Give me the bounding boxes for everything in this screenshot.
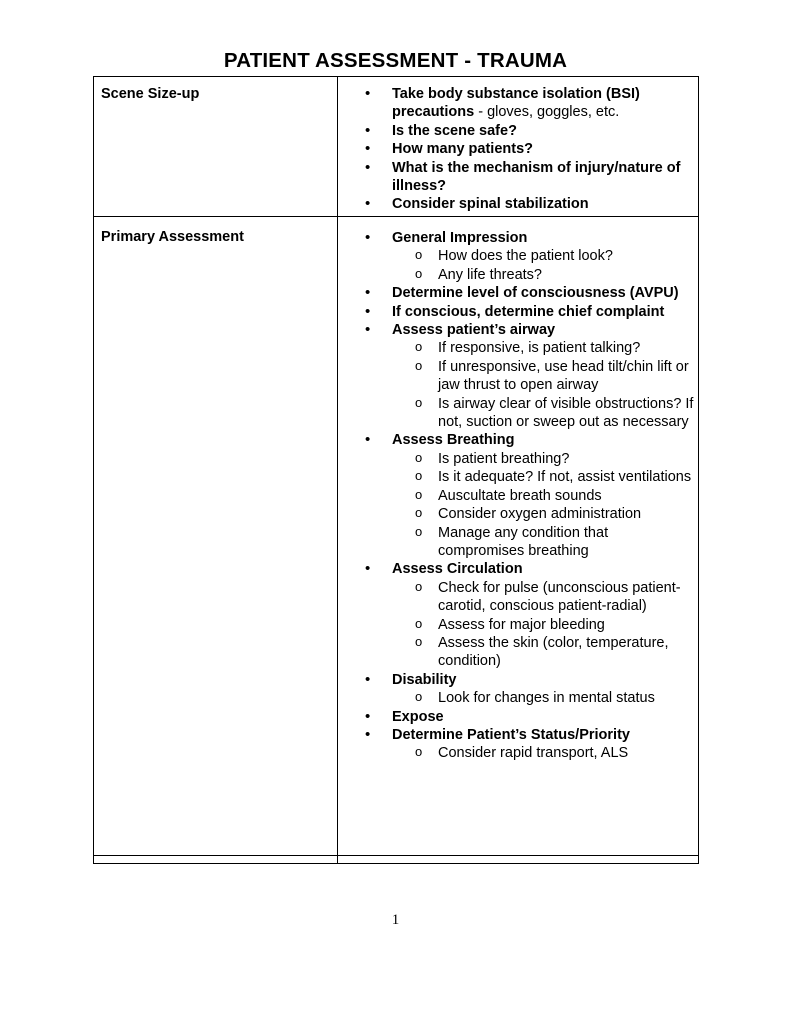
scene-size-up-list [364, 85, 694, 214]
bullet-item [364, 560, 694, 578]
bullet-heading: Take body substance isolation (BSI) precautions [392, 86, 640, 121]
bullet-item [364, 122, 694, 140]
bullet-item [364, 708, 694, 726]
bullet-text [392, 141, 533, 157]
sub-bullet-item: o Check for pulse (unconscious patient-carotid, conscious patient-radial) [364, 579, 694, 616]
bullet-heading: Disability [392, 671, 457, 688]
sub-bullet-item: o If responsive, is patient talking? [364, 339, 694, 357]
page-title: PATIENT ASSESSMENT - TRAUMA [223, 49, 568, 72]
bullet-item [364, 431, 694, 449]
sub-bullet-item: o Is it adequate? If not, assist ventilations [364, 468, 694, 486]
row-divider [93, 216, 699, 217]
bullet-item [364, 284, 694, 302]
bullet-heading: Determine level of consciousness (AVPU) [392, 285, 679, 302]
bullet-heading: Expose [392, 708, 444, 725]
bullet-item [364, 321, 694, 339]
bullet-heading: Assess Circulation [392, 561, 523, 578]
sub-bullet-item: o Look for changes in mental status [364, 689, 694, 707]
bullet-text [392, 727, 630, 743]
sub-bullet-item: o How does the patient look? [364, 247, 694, 265]
sub-bullet-item: o Any life threats? [364, 266, 694, 284]
bullet-list [364, 229, 694, 763]
bullet-text [392, 86, 640, 120]
bullet-item [364, 85, 694, 122]
bullet-heading: Assess Breathing [392, 432, 515, 449]
bullet-text [392, 123, 517, 139]
bullet-text [392, 230, 527, 246]
primary-assessment-label: Primary Assessment [101, 229, 244, 245]
sub-bullet-item: o Auscultate breath sounds [364, 487, 694, 505]
bullet-text [392, 304, 664, 320]
bullet-item [364, 140, 694, 158]
sub-bullet-item: o Is patient breathing? [364, 450, 694, 468]
bullet-suffix: - gloves, goggles, etc. [474, 104, 620, 121]
row-divider [93, 855, 699, 856]
bullet-heading: How many patients? [392, 141, 533, 158]
bullet-text [392, 709, 444, 725]
page-number: 1 [391, 912, 400, 928]
sub-bullet-item: o Is airway clear of visible obstructions? If not, suction or sweep out as necessary [364, 395, 694, 432]
scene-size-up-label: Scene Size-up [101, 86, 200, 102]
bullet-heading: If conscious, determine chief complaint [392, 303, 665, 320]
bullet-heading: What is the mechanism of injury/nature of illness? [392, 159, 681, 195]
bullet-text [392, 160, 680, 194]
primary-assessment-list [364, 229, 694, 763]
bullet-item [364, 303, 694, 321]
bullet-heading: Consider spinal stabilization [392, 196, 589, 213]
column-divider [337, 76, 338, 864]
bullet-text [392, 672, 456, 688]
bullet-heading: General Impression [392, 230, 528, 246]
bullet-item [364, 159, 694, 196]
sub-bullet-item: o Assess for major bleeding [364, 616, 694, 634]
bullet-list [364, 85, 694, 214]
bullet-item [364, 726, 694, 744]
sub-bullet-item: o Consider rapid transport, ALS [364, 744, 694, 762]
bullet-text [392, 561, 523, 577]
bullet-text [392, 285, 679, 301]
bullet-text [392, 432, 515, 448]
sub-bullet-item: o Assess the skin (color, temperature, condition) [364, 634, 694, 671]
bullet-item [364, 671, 694, 689]
sub-bullet-item: o Manage any condition that compromises breathing [364, 524, 694, 561]
sub-bullet-item: o If unresponsive, use head tilt/chin lift or jaw thrust to open airway [364, 358, 694, 395]
bullet-item [364, 195, 694, 213]
sub-bullet-item: o Consider oxygen administration [364, 505, 694, 523]
bullet-text [392, 196, 589, 212]
bullet-heading: Determine Patient’s Status/Priority [392, 726, 630, 743]
bullet-text [392, 322, 555, 338]
bullet-heading: Is the scene safe? [392, 122, 517, 139]
bullet-heading: Assess patient’s airway [392, 322, 556, 339]
bullet-item [364, 229, 694, 247]
